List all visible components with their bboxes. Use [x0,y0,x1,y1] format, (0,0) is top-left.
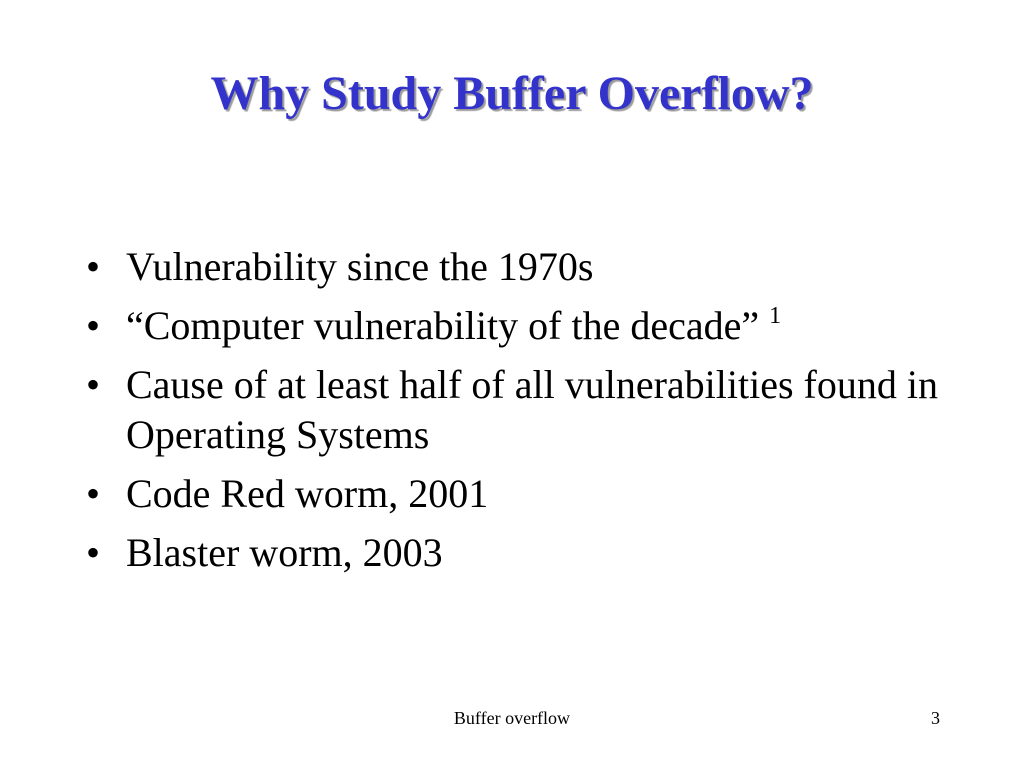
bullet-item-vulnerability-since [86,242,946,292]
slide-title: Why Study Buffer Overflow? [210,67,814,120]
slide-number: 3 [931,708,940,728]
bullet-text: “Computer vulnerability of the decade” [126,303,770,348]
bullet-item-cause-of-vulnerabilities [86,360,946,460]
bullet-icon: • [86,471,101,516]
bullet-text: Vulnerability since the 1970s [126,244,594,289]
bullet-list [86,242,946,587]
bullet-text: Blaster worm, 2003 [126,530,443,575]
bullet-icon: • [86,530,101,575]
bullet-text: Cause of at least half of all vulnerabilities found in Operating Systems [126,362,938,457]
bullet-item-code-red [86,469,946,519]
bullet-item-blaster [86,528,946,578]
bullet-icon: • [86,303,101,348]
slide-footer: Buffer overflow [453,708,571,728]
footnote-marker: 1 [769,303,782,329]
bullet-icon: • [86,244,101,289]
bullet-item-vulnerability-of-decade [86,301,946,351]
bullet-icon: • [86,362,101,407]
bullet-text: Code Red worm, 2001 [126,471,489,516]
